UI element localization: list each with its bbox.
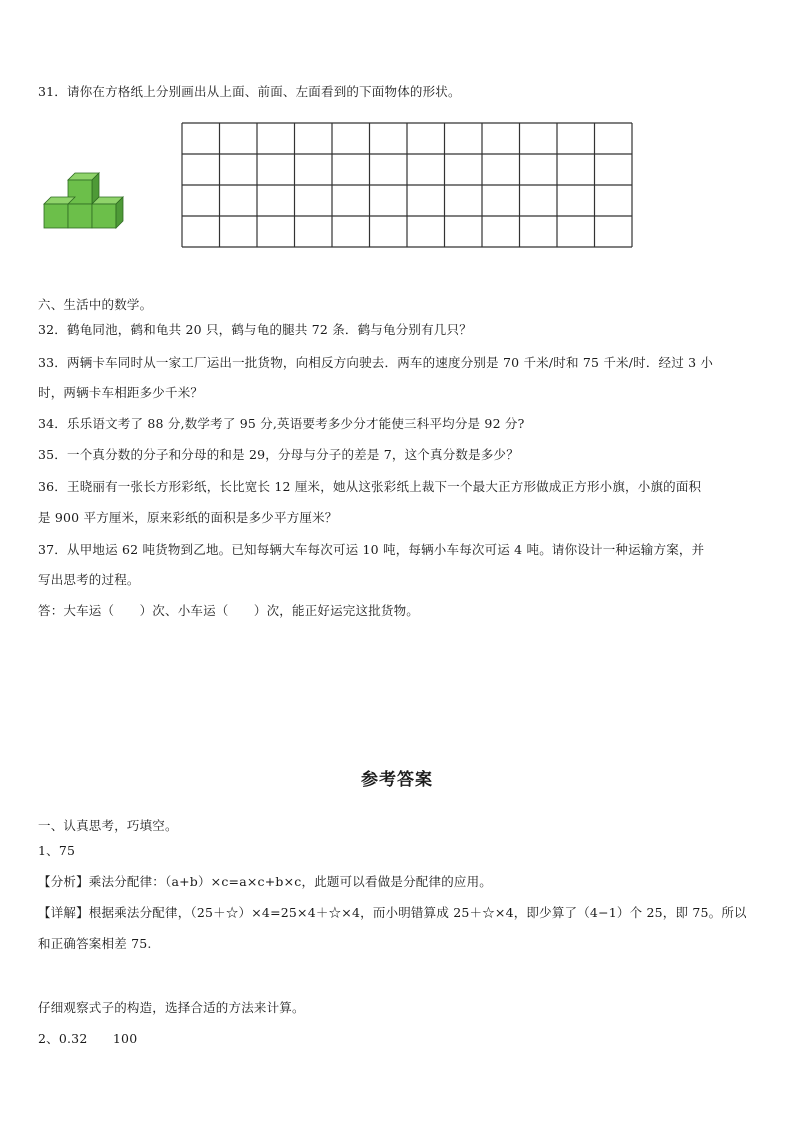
answers-section-1: 一、认真思考，巧填空。 bbox=[38, 818, 178, 833]
question-32: 32．鹤龟同池，鹤和龟共 20 只，鹤与龟的腿共 72 条．鹤与龟分别有几只？ bbox=[38, 322, 472, 337]
answer-1-analysis: 【分析】乘法分配律：（a+b）×c=a×c+b×c，此题可以看做是分配律的应用。 bbox=[38, 874, 493, 889]
question-37-line-1: 37．从甲地运 62 吨货物到乙地。已知每辆大车每次可运 10 吨，每辆小车每次可运 4 吨。请你设计一种运输方案，并 bbox=[38, 542, 705, 557]
question-34: 34．乐乐语文考了 88 分,数学考了 95 分,英语要考多少分才能使三科平均分是 92 分? bbox=[38, 416, 525, 431]
answer-1: 1、75 bbox=[38, 843, 76, 858]
drawing-grid[interactable] bbox=[181, 122, 633, 248]
answer-2: 2、0.32 100 bbox=[38, 1031, 138, 1046]
question-33-line-2: 时，两辆卡车相距多少千米？ bbox=[38, 385, 204, 400]
question-33-line-1: 33．两辆卡车同时从一家工厂运出一批货物，向相反方向驶去．两车的速度分别是 70 千米/时和 75 千米/时．经过 3 小 bbox=[38, 355, 714, 370]
question-35: 35．一个真分数的分子和分母的和是 29，分母与分子的差是 7，这个真分数是多少？ bbox=[38, 447, 519, 462]
section-6-heading: 六、生活中的数学。 bbox=[38, 297, 153, 312]
cube-stack-figure bbox=[42, 172, 126, 230]
question-36-line-2: 是 900 平方厘米，原来彩纸的面积是多少平方厘米？ bbox=[38, 510, 338, 525]
answer-1-detail-line-1: 【详解】根据乘法分配律，（25＋☆）×4=25×4＋☆×4，而小明错算成 25＋☆×4，即少算了（4−1）个 25，即 75。所以 bbox=[38, 905, 747, 920]
question-37-line-2: 写出思考的过程。 bbox=[38, 572, 140, 587]
question-31: 31．请你在方格纸上分别画出从上面、前面、左面看到的下面物体的形状。 bbox=[38, 84, 461, 99]
question-36-line-1: 36．王晓丽有一张长方形彩纸，长比宽长 12 厘米，她从这张彩纸上裁下一个最大正方形做成正方形小旗，小旗的面积 bbox=[38, 479, 702, 494]
answer-1-detail-line-2: 和正确答案相差 75. bbox=[38, 936, 152, 951]
answer-1-note: 仔细观察式子的构造，选择合适的方法来计算。 bbox=[38, 1000, 305, 1015]
answers-title: 参考答案 bbox=[361, 770, 433, 790]
question-37-answer: 答：大车运（ ）次、小车运（ ）次，能正好运完这批货物。 bbox=[38, 603, 420, 618]
